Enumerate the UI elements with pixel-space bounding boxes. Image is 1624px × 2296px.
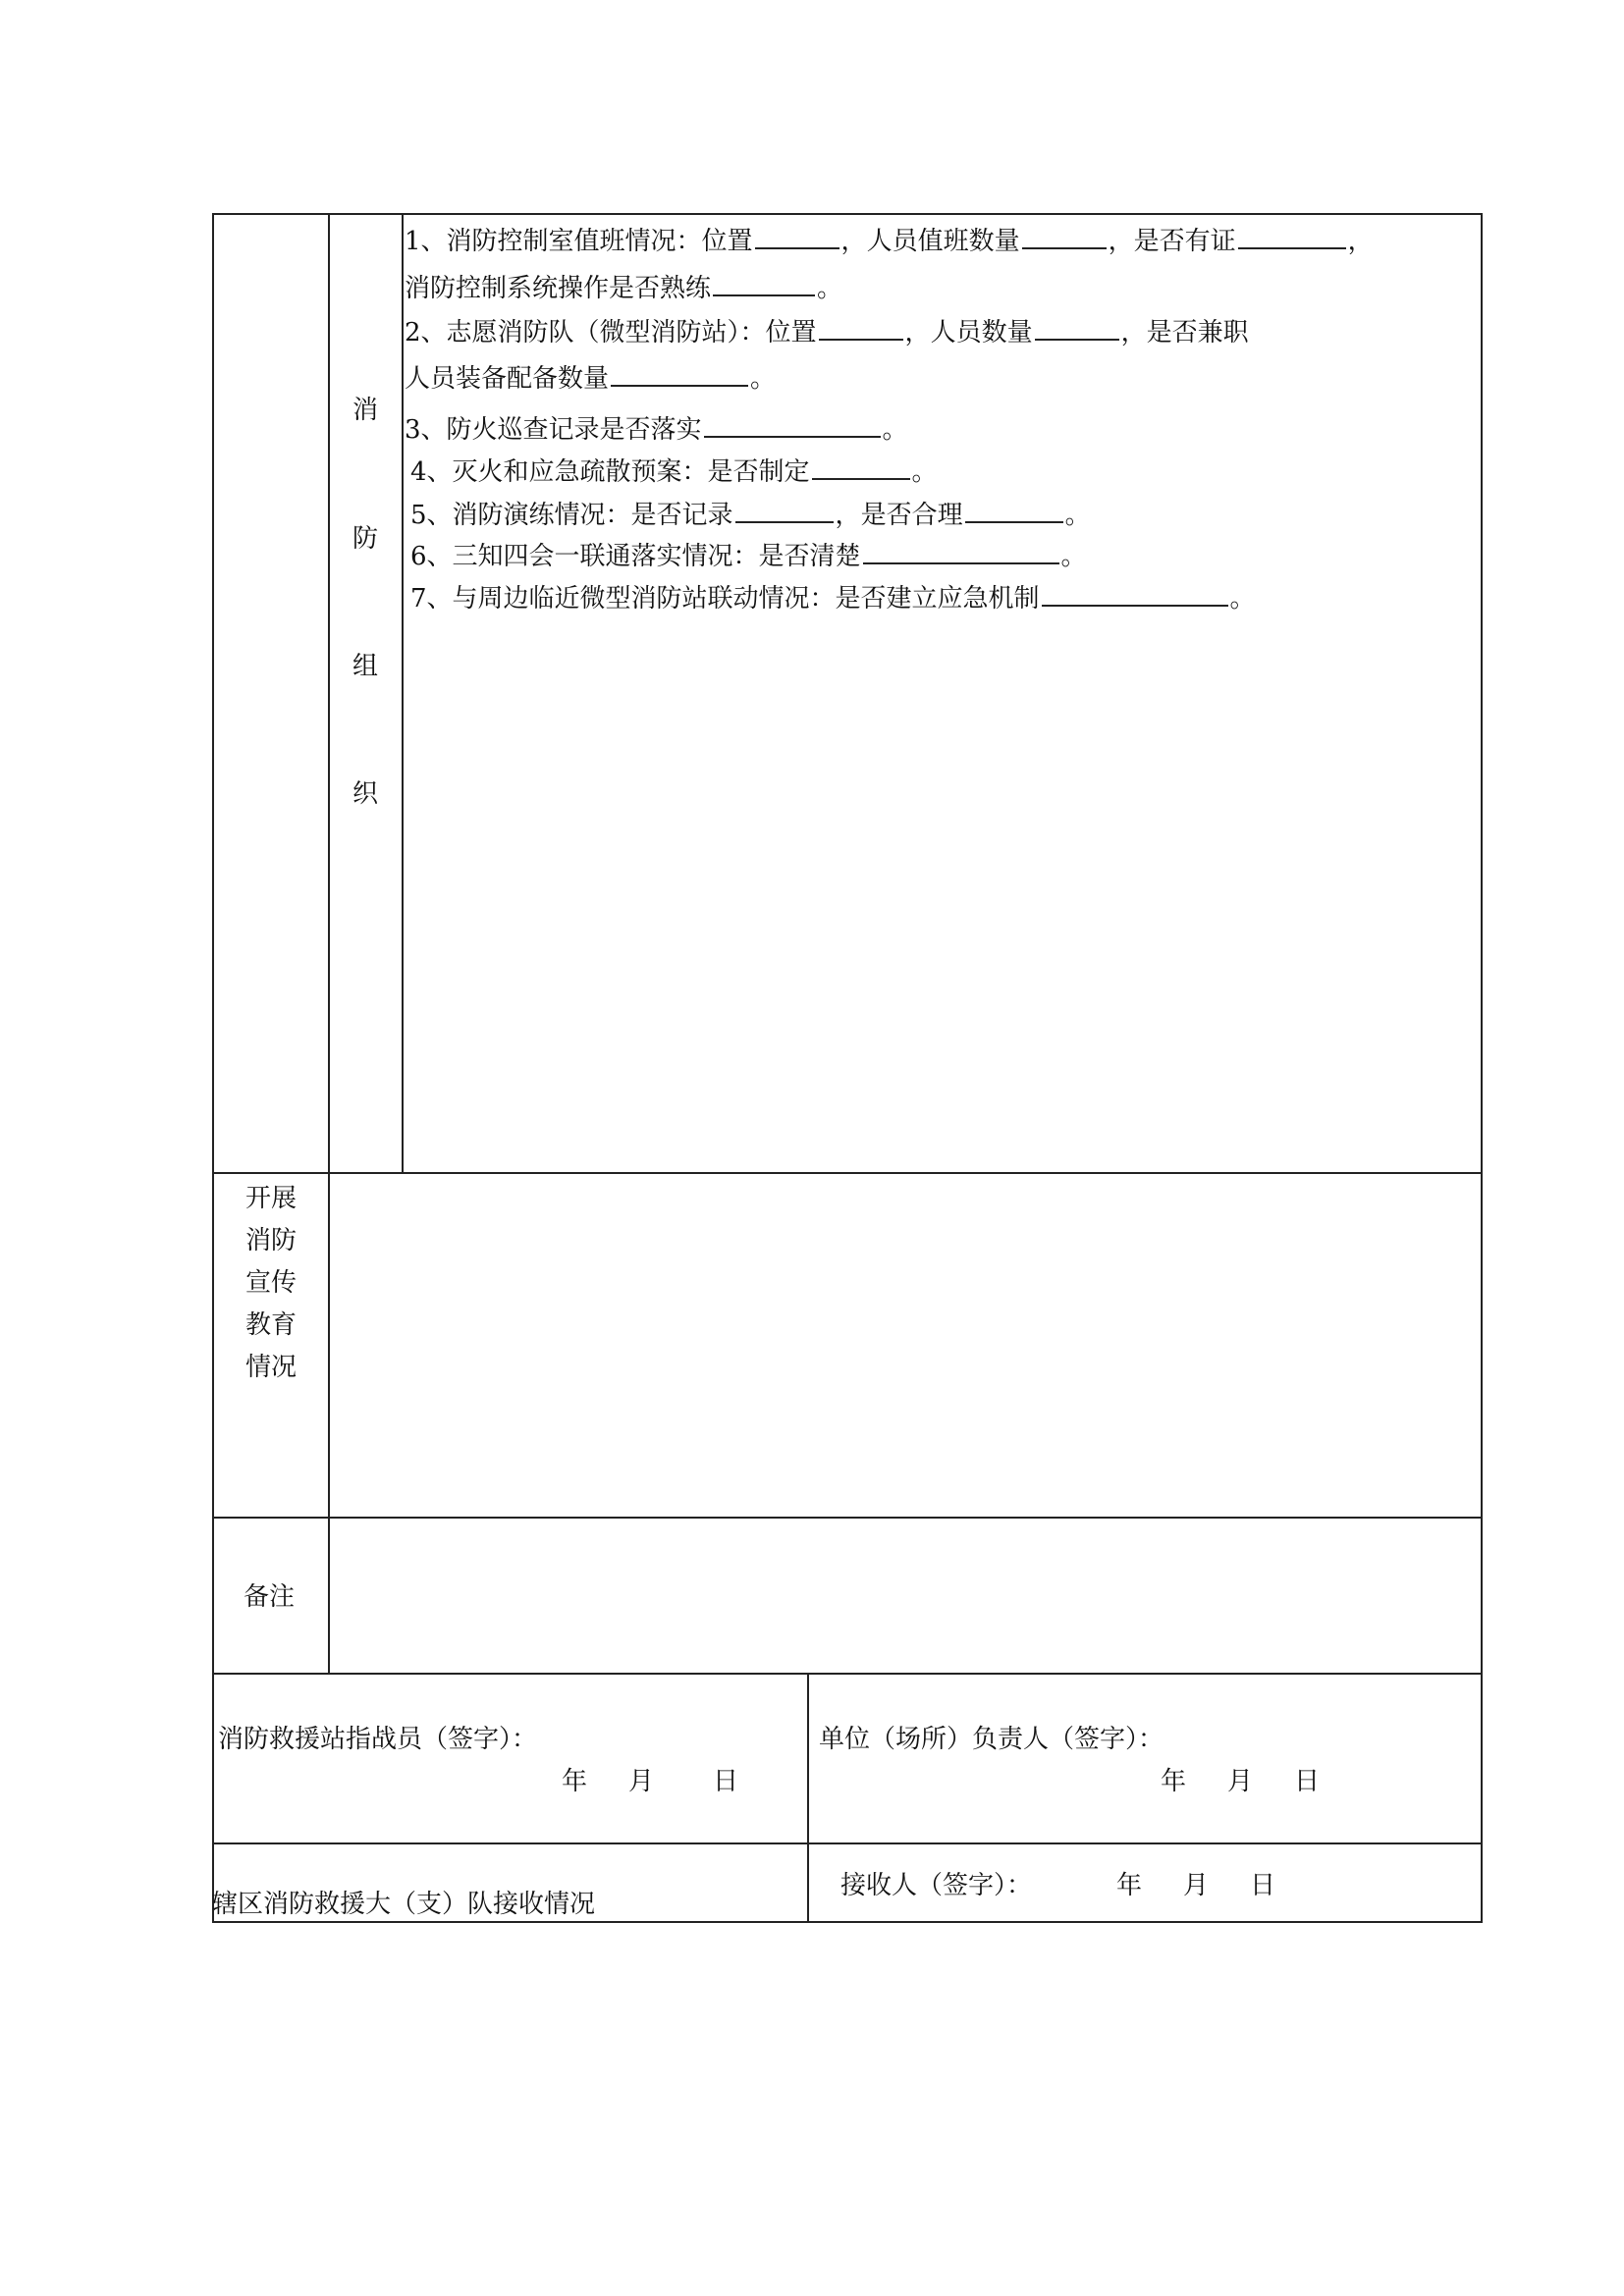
checklist-item-2: 2、志愿消防队（微型消防站）：位置 ，人员数量 ，是否兼职 (405, 315, 1249, 347)
checklist-item-7: 7、与周边临近微型消防站联动情况：是否建立应急机制 。 (410, 581, 1256, 614)
table-left-border (212, 213, 214, 1923)
firefighter-signature-date[interactable]: 年 月 日 (562, 1767, 739, 1796)
fill-blank[interactable] (1022, 224, 1107, 249)
section-label-divider (402, 213, 404, 1174)
checklist-item-1-line-2: 消防控制系统操作是否熟练 。 (405, 271, 842, 303)
checklist-item-3: 3、防火巡查记录是否落实 。 (405, 412, 908, 445)
fill-blank[interactable] (965, 498, 1063, 523)
fill-blank[interactable] (735, 498, 834, 523)
education-content-cell[interactable] (332, 1176, 1479, 1515)
fill-blank[interactable] (1042, 581, 1228, 607)
checklist-item-2-line-2: 人员装备配备数量 。 (405, 361, 776, 394)
table-bottom-border (212, 1921, 1483, 1923)
fill-blank[interactable] (755, 224, 839, 249)
fill-blank[interactable] (819, 315, 903, 341)
receipt-label: 辖区消防救援大（支）队接收情况 (212, 1890, 596, 1919)
fill-blank[interactable] (1238, 224, 1346, 249)
remarks-content-cell[interactable] (332, 1521, 1479, 1671)
remarks-label: 备注 (244, 1582, 296, 1612)
section-label-char: 组 (352, 652, 378, 681)
row-divider-2 (212, 1517, 1483, 1519)
label-column-divider (328, 213, 330, 1675)
unit-responsible-signature-date[interactable]: 年 月 日 (1161, 1767, 1321, 1796)
fill-blank[interactable] (611, 361, 748, 387)
row-divider-4 (212, 1842, 1483, 1844)
unit-responsible-signature-label: 单位（场所）负责人（签字）： (819, 1725, 1164, 1754)
fill-blank[interactable] (863, 539, 1059, 564)
checklist-item-5: 5、消防演练情况：是否记录 ，是否合理 。 (410, 498, 1091, 530)
firefighter-signature-label: 消防救援站指战员（签字）： (218, 1725, 538, 1754)
section-label-char: 消 (352, 396, 378, 425)
row-divider-3 (212, 1673, 1483, 1675)
fill-blank[interactable] (812, 454, 910, 480)
fill-blank[interactable] (1035, 315, 1119, 341)
section-label-char: 织 (352, 779, 378, 809)
signature-column-divider (807, 1673, 809, 1923)
table-right-border (1481, 213, 1483, 1923)
fill-blank[interactable] (713, 271, 815, 296)
checklist-item-6: 6、三知四会一联通落实情况：是否清楚 。 (410, 539, 1087, 571)
checklist-item-1: 1、消防控制室值班情况：位置 ，人员值班数量 ，是否有证 ， (405, 224, 1374, 256)
receiver-signature[interactable]: 接收人（签字）： 年 月 日 (840, 1871, 1276, 1900)
section-label-char: 防 (352, 524, 378, 554)
fill-blank[interactable] (704, 412, 881, 438)
checklist-item-4: 4、灭火和应急疏散预案：是否制定 。 (410, 454, 938, 487)
education-label: 开展 消防 宣传 教育 情况 (244, 1184, 297, 1382)
